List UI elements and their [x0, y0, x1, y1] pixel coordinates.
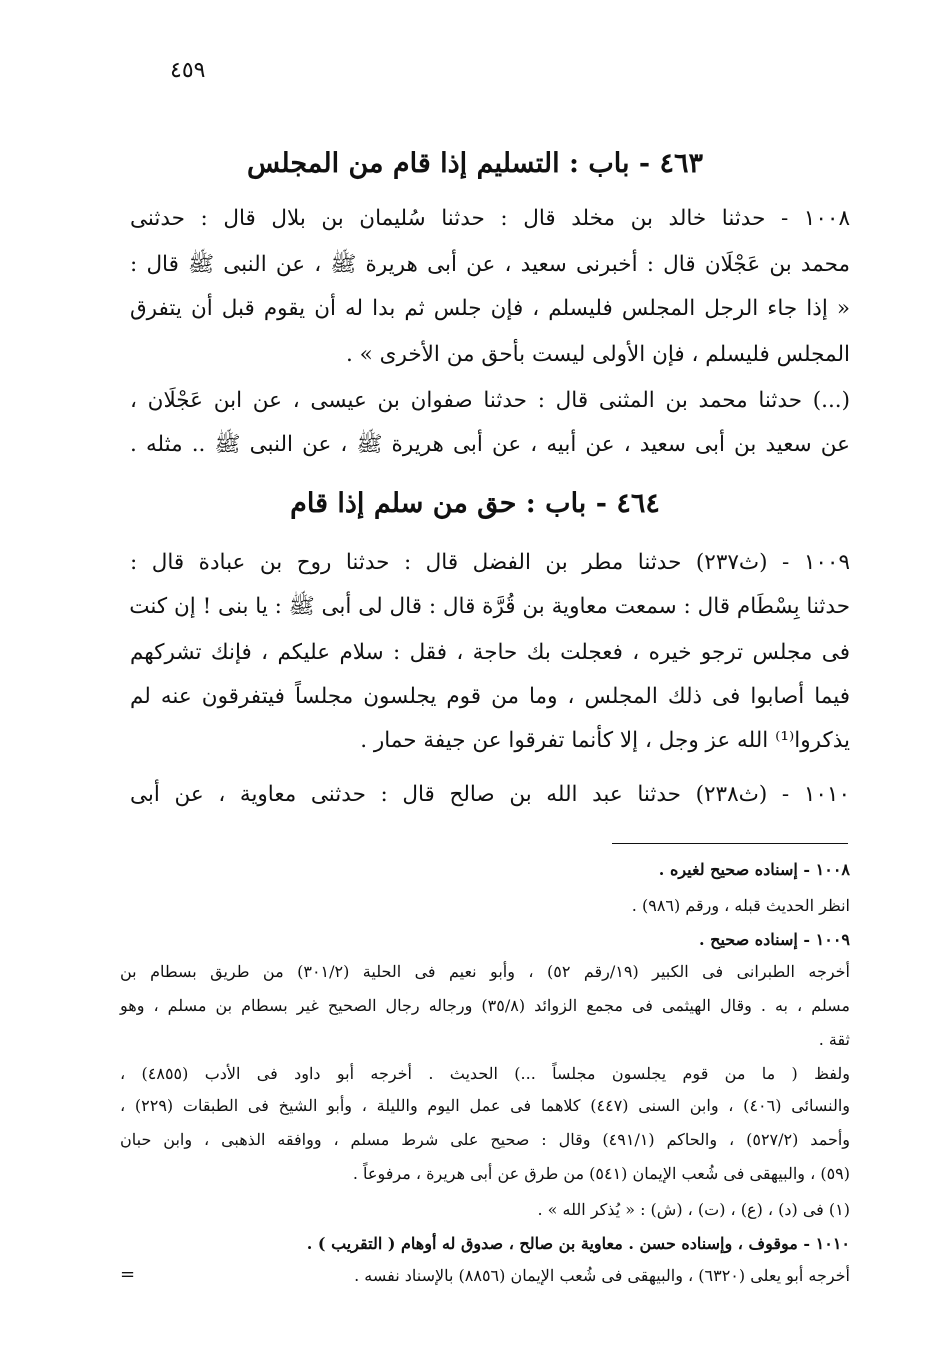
- footnote-line: والنسائى (٤٠٦) ، وابن السنى (٤٤٧) كلاهما فى عمل اليوم والليلة ، وأبو الشيخ فى الطبقات (٢٢٩) ،: [120, 1096, 851, 1115]
- continuation-mark: =: [120, 1264, 136, 1285]
- footnote-line: أخرجه أبو يعلى (٦٣٢٠) ، والبيهقى فى شُعب الإيمان (٨٨٥٦) بالإسناد نفسه .: [354, 1266, 850, 1285]
- text-line: « إذا جاء الرجل المجلس فليسلم ، فإن جلس ثم بدا له أن يقوم قبل أن يتفرق: [130, 296, 850, 321]
- footnote-line: (٥٩) ، والبيهقى فى شُعب الإيمان (٥٤١) من طرق عن أبى هريرة ، مرفوعاً .: [352, 1164, 850, 1183]
- footnote-line: انظر الحديث قبله ، ورقم (٩٨٦) .: [631, 896, 850, 915]
- text-line: (...) حدثنا محمد بن المثنى قال : حدثنا صفوان بن عيسى ، عن ابن عَجْلَان ،: [130, 388, 850, 413]
- text-line: فيما أصابوا فى ذلك المجلس ، وما من قوم يجلسون مجلساً فيتفرقون عنه لم: [130, 684, 850, 709]
- footnote-line: مسلم ، به . وقال الهيثمى فى مجمع الزوائد (٣٥/٨) ورجاله رجال الصحيح غير بسطام بن مسلم ، وهو: [120, 996, 851, 1015]
- text-line: ١٠٠٩ - (ث٢٣٧) حدثنا مطر بن الفضل قال : حدثنا روح بن عبادة قال :: [130, 550, 851, 575]
- footnote-line: ١٠١٠ - موقوف ، وإسناده حسن . معاوية بن صالح ، صدوق له أوهام ( التقريب ) .: [306, 1234, 850, 1253]
- footnote-line: وأحمد (٥٢٧/٢) ، والحاكم (٤٩١/١) وقال : صحيح على شرط مسلم ، ووافقه الذهبى ، وابن حبان: [120, 1130, 850, 1149]
- text-line: حدثنا بِسْطَام قال : سمعت معاوية بن قُرَّة قال : قال لى أبى ﷺ : يا بنى ! إن كنت: [129, 594, 850, 619]
- footnote-line: (١) فى (د) ، (ع) ، (ت) ، (ش) : « يُذكر الله » .: [537, 1200, 850, 1219]
- chapter-heading-463: ٤٦٣ - باب : التسليم إذا قام من المجلس: [246, 148, 704, 179]
- page-number: ٤٥٩: [170, 58, 206, 83]
- footnote-line: ولفظ ( ما من قوم يجلسون مجلساً ...) الحديث . أخرجه أبو داود فى الأدب (٤٨٥٥) ،: [120, 1064, 851, 1083]
- text-line: فى مجلس ترجو خيره ، فعجلت بك حاجة ، فقل : سلام عليكم ، فإنك تشركهم: [130, 640, 850, 665]
- text-line: محمد بن عَجْلَان قال : أخبرنى سعيد ، عن أبى هريرة ﷺ ، عن النبى ﷺ قال :: [130, 252, 850, 277]
- footnote-line: ١٠٠٨ - إسناده صحيح لغيره .: [658, 860, 850, 879]
- footnote-line: ثقة .: [818, 1030, 850, 1049]
- text-line: المجلس فليسلم ، فإن الأولى ليست بأحق من الأخرى » .: [345, 342, 850, 367]
- text-line: ١٠١٠ - (ث٢٣٨) حدثنا عبد الله بن صالح قال : حدثنى معاوية ، عن أبى: [130, 782, 851, 807]
- text-line: ١٠٠٨ - حدثنا خالد بن مخلد قال : حدثنا سُليمان بن بلال قال : حدثنى: [130, 206, 850, 231]
- chapter-heading-464: ٤٦٤ - باب : حق من سلم إذا قام: [290, 488, 660, 519]
- text-line: عن سعيد بن أبى سعيد ، عن أبيه ، عن أبى هريرة ﷺ ، عن النبى ﷺ .. مثله .: [130, 432, 850, 457]
- footnote-line: ١٠٠٩ - إسناده صحيح .: [699, 930, 850, 949]
- footnote-line: أخرجه الطبرانى فى الكبير (١٩/رقم ٥٢) ، وأبو نعيم فى الحلية (٣٠١/٢) من طريق بسطام بن: [120, 962, 850, 981]
- text-line: يذكروا⁽¹⁾ الله عز وجل ، إلا كأنما تفرقوا عن جيفة حمار .: [360, 728, 850, 753]
- footnote-divider: [612, 843, 848, 844]
